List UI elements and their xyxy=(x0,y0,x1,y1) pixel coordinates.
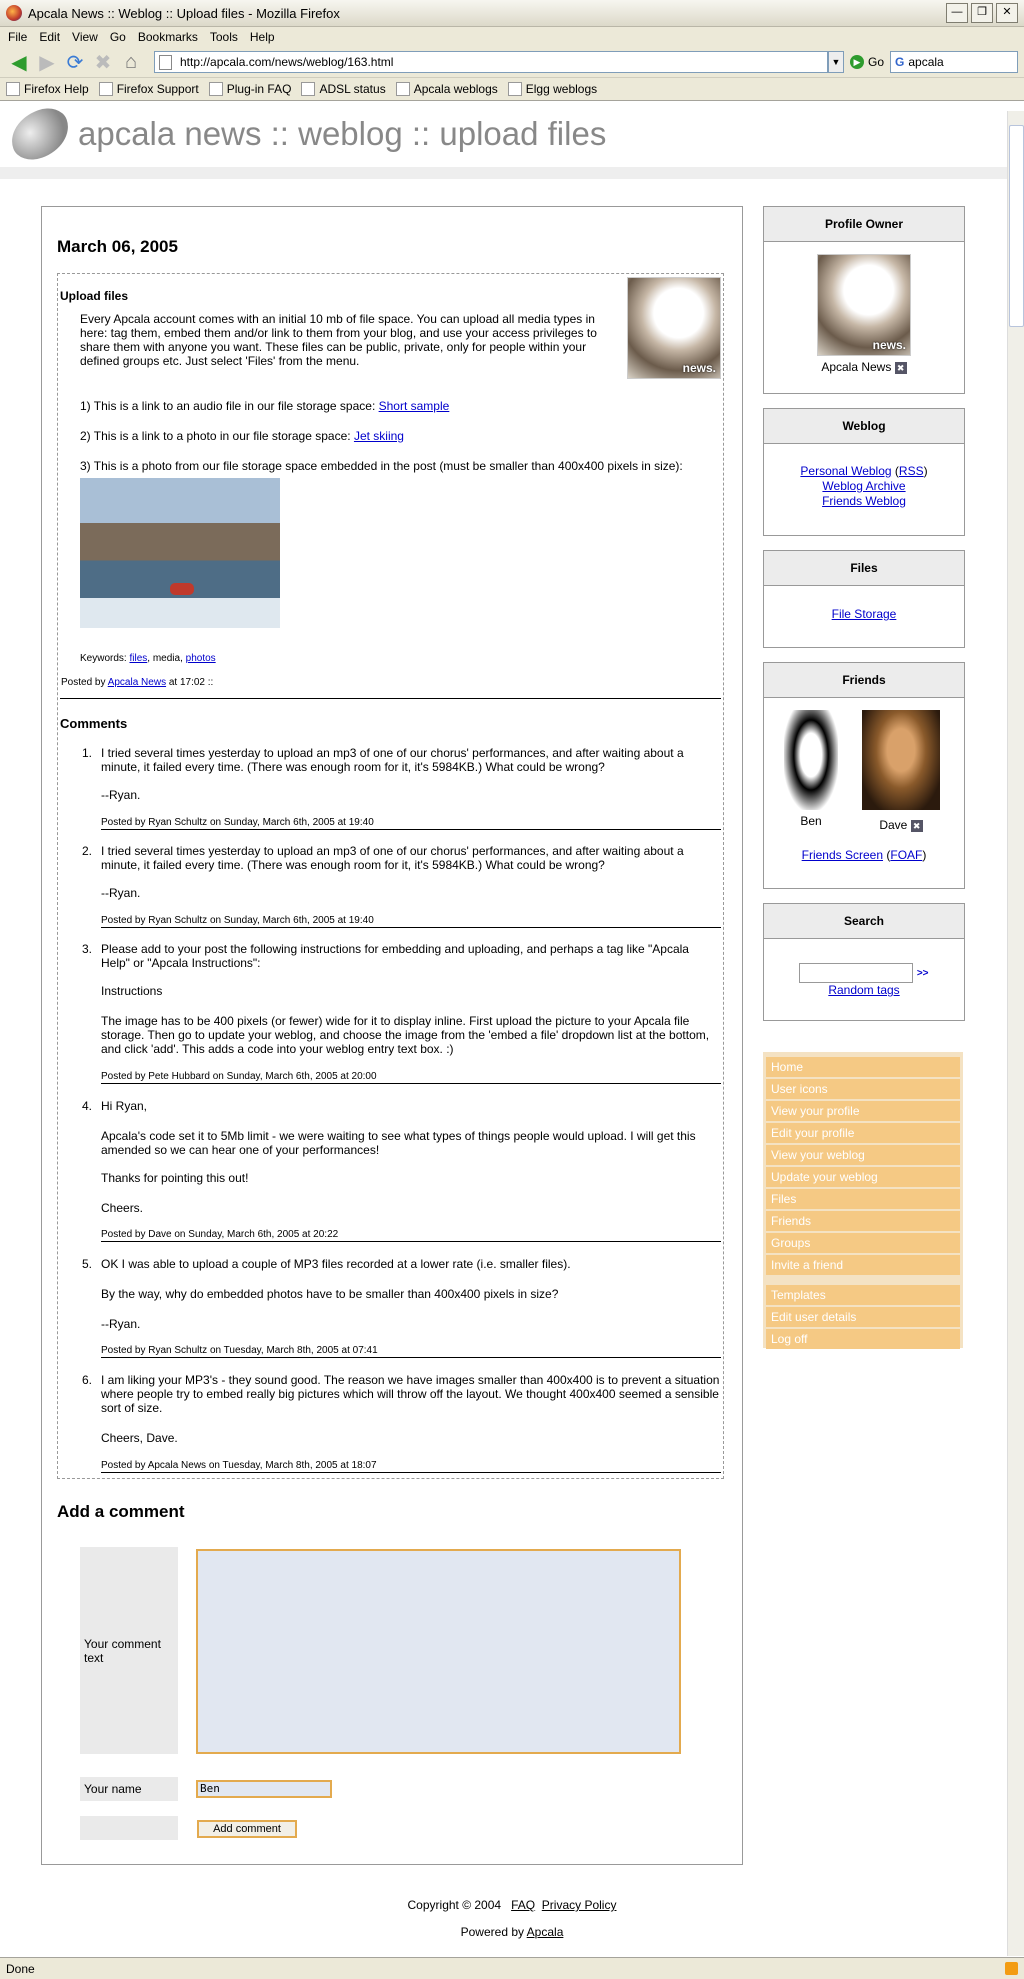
search-box[interactable] xyxy=(890,51,1018,73)
jet-skiing-photo xyxy=(80,478,280,628)
friend-name-ben: Ben xyxy=(800,814,822,828)
friends-links: Friends Screen (FOAF) xyxy=(801,848,927,862)
comment-text: Hi Ryan, xyxy=(101,1099,148,1113)
files-heading: Files xyxy=(764,551,964,586)
comment-number: 5. xyxy=(82,1257,93,1271)
weblog-links: Personal Weblog (RSS) Weblog Archive Friends Weblog xyxy=(800,464,928,508)
status-bar xyxy=(0,1957,1024,1979)
rss-link[interactable]: RSS xyxy=(898,464,924,478)
user-menu xyxy=(763,1052,963,1348)
menu-files[interactable]: Files xyxy=(766,1189,960,1209)
comment-byline: Posted by Ryan Schultz on Sunday, March 6th, 2005 at 19:40 xyxy=(101,915,721,928)
files-box xyxy=(763,550,965,648)
comment-text: Cheers, Dave. xyxy=(101,1431,178,1445)
menu-edit-user-details[interactable]: Edit user details xyxy=(766,1307,960,1327)
weblog-archive-link[interactable]: Weblog Archive xyxy=(822,479,906,493)
post-line-1 xyxy=(80,399,449,413)
bookmark-icon xyxy=(301,82,315,96)
bookmark-plugin-faq[interactable] xyxy=(209,82,292,96)
search-go-link[interactable]: >> xyxy=(916,968,929,980)
menu-invite-friend[interactable]: Invite a friend xyxy=(766,1255,960,1275)
add-comment-heading: Add a comment xyxy=(57,1502,185,1521)
post-keywords: Keywords: files, media, photos xyxy=(80,653,216,664)
profile-owner-name: Apcala News xyxy=(821,360,892,374)
menu-friends[interactable]: Friends xyxy=(766,1211,960,1231)
forward-arrow-icon[interactable]: ▶ xyxy=(39,51,55,74)
site-title: apcala news :: weblog :: upload files xyxy=(78,115,607,152)
bookmark-firefox-support[interactable] xyxy=(99,82,199,96)
keywords-label: Keywords: xyxy=(80,653,130,664)
friend-avatar-ben[interactable] xyxy=(784,710,838,810)
name-label-text: Your name xyxy=(84,1782,142,1796)
bookmark-label: Apcala weblogs xyxy=(413,82,498,96)
maximize-button[interactable]: ❐ xyxy=(971,3,993,23)
copyright-text: Copyright © 2004 xyxy=(407,1898,502,1912)
stop-icon[interactable]: ✖ xyxy=(94,51,112,74)
comment-text: Thanks for pointing this out! xyxy=(101,1171,249,1185)
friends-heading: Friends xyxy=(764,663,964,698)
bookmark-label: Firefox Help xyxy=(24,82,89,96)
jet-ski-shape xyxy=(170,583,194,595)
files-links xyxy=(764,586,964,621)
profile-avatar-caption: news. xyxy=(872,338,906,352)
bookmark-icon xyxy=(6,82,20,96)
apcala-link[interactable]: Apcala xyxy=(526,1925,564,1939)
comment-text: --Ryan. xyxy=(101,886,141,900)
bookmark-firefox-help[interactable] xyxy=(6,82,89,96)
author-photo xyxy=(627,277,721,379)
menu-log-off[interactable]: Log off xyxy=(766,1329,960,1349)
bookmark-elgg-weblogs[interactable] xyxy=(508,82,597,96)
friends-box xyxy=(763,662,965,889)
privacy-policy-link[interactable]: Privacy Policy xyxy=(541,1898,617,1912)
comment-text: Instructions xyxy=(101,984,163,998)
random-tags-link[interactable]: Random tags xyxy=(828,983,900,997)
friend-avatar-dave[interactable] xyxy=(862,710,940,810)
search-heading: Search xyxy=(764,904,964,939)
site-header xyxy=(0,101,1024,167)
comment-text: I tried several times yesterday to upload an mp3 of one of our chorus' performances, and after waiting about a minute, it failed every time. (There was enough room for it, it's 5984KB.) What could be wrong? xyxy=(101,746,684,774)
scrollbar-thumb[interactable] xyxy=(1009,125,1024,327)
comment-text: Cheers. xyxy=(101,1201,144,1215)
go-button[interactable] xyxy=(850,55,884,69)
comment-number: 6. xyxy=(82,1373,93,1387)
comment-byline: Posted by Ryan Schultz on Sunday, March 6th, 2005 at 19:40 xyxy=(101,817,721,830)
comment-text: I am liking your MP3's - they sound good. The reason we have images smaller than 400x400 is to prevent a situation where people try to embed really big pictures which will throw off the layout. We thought 400x400 seemed a sensible sort of size. xyxy=(101,1373,720,1415)
friends-body xyxy=(764,698,964,887)
name-input[interactable]: Ben xyxy=(196,1780,332,1798)
browser-chrome xyxy=(0,0,1024,101)
comment-byline: Posted by Dave on Sunday, March 6th, 2005 at 20:22 xyxy=(101,1229,721,1242)
comment-number: 2. xyxy=(82,844,93,858)
firefox-logo-icon xyxy=(6,5,22,21)
home-icon[interactable]: ⌂ xyxy=(124,50,138,73)
post-author-link[interactable]: Apcala News xyxy=(107,677,167,688)
bookmark-icon xyxy=(508,82,522,96)
comment-byline: Posted by Ryan Schultz on Tuesday, March 8th, 2005 at 07:41 xyxy=(101,1345,721,1358)
friends-weblog-link[interactable]: Friends Weblog xyxy=(822,494,906,508)
profile-avatar[interactable] xyxy=(817,254,911,356)
navigation-toolbar xyxy=(0,47,1024,77)
file-storage-link[interactable]: File Storage xyxy=(831,607,897,621)
menu-bar xyxy=(0,27,1024,47)
post-line-3: 3) This is a photo from our file storage space embedded in the post (must be smaller than 400x400 pixels in size): xyxy=(80,459,683,473)
google-icon: G xyxy=(895,55,905,69)
bookmark-icon xyxy=(209,82,223,96)
close-button[interactable]: ✕ xyxy=(996,3,1018,23)
bookmark-label: ADSL status xyxy=(319,82,386,96)
window-title: Apcala News :: Weblog :: Upload files - Mozilla Firefox xyxy=(28,5,340,21)
comment-text-label xyxy=(80,1547,178,1754)
menu-user-icons[interactable]: User icons xyxy=(766,1079,960,1099)
comment-text: --Ryan. xyxy=(101,1317,141,1331)
keyword-photos-link[interactable]: photos xyxy=(185,653,216,664)
status-text: Done xyxy=(6,1961,35,1976)
header-divider xyxy=(0,167,1024,179)
friend-dave-row xyxy=(862,818,940,832)
faq-link[interactable]: FAQ xyxy=(511,1898,536,1912)
post-date: March 06, 2005 xyxy=(57,237,178,256)
name-label xyxy=(80,1777,178,1801)
vertical-scrollbar[interactable] xyxy=(1007,111,1024,1956)
profile-owner-box xyxy=(763,206,965,394)
bookmark-apcala-weblogs[interactable] xyxy=(396,82,498,96)
post-title: Upload files xyxy=(60,289,129,303)
menu-groups[interactable]: Groups xyxy=(766,1233,960,1253)
comment-text: Apcala's code set it to 5Mb limit - we were waiting to see what types of things people would upload. I will get this amended so we can hear one of your performances! xyxy=(101,1129,696,1157)
menu-templates[interactable]: Templates xyxy=(766,1285,960,1305)
profile-owner-heading: Profile Owner xyxy=(764,207,964,242)
bookmark-icon xyxy=(396,82,410,96)
menu-view-profile[interactable]: View your profile xyxy=(766,1101,960,1121)
back-arrow-icon[interactable]: ◀ xyxy=(11,51,27,74)
url-bar[interactable] xyxy=(154,51,828,73)
post-line-2 xyxy=(80,429,404,443)
remove-friend-icon[interactable]: ✖ xyxy=(911,820,923,832)
reload-icon[interactable]: ⟳ xyxy=(66,51,84,74)
comment-number: 3. xyxy=(82,942,93,956)
weblog-box xyxy=(763,408,965,536)
post-intro: Every Apcala account comes with an initial 10 mb of file space. You can upload all media types in here: tag them, embed them and/or link to them from your blog, and use your access privileges to share them with anyone you want. These files can be public, private, only for people within your defined groups etc. Just select 'Files' from the menu. xyxy=(80,312,597,368)
search-text[interactable]: apcala xyxy=(908,55,944,69)
footer-links xyxy=(0,1898,1024,1912)
menu-go[interactable]: Go xyxy=(109,30,126,44)
rss-feed-icon[interactable] xyxy=(1005,1962,1018,1975)
menu-help[interactable]: Help xyxy=(249,30,275,44)
friend-name-dave: Dave xyxy=(879,818,908,832)
post-byline xyxy=(61,676,213,690)
menu-spacer xyxy=(766,1277,960,1283)
menu-tools[interactable]: Tools xyxy=(209,30,238,44)
search-body xyxy=(764,939,964,997)
submit-row-spacer xyxy=(80,1816,178,1840)
menu-edit[interactable]: Edit xyxy=(39,30,61,44)
menu-view-weblog[interactable]: View your weblog xyxy=(766,1145,960,1165)
comment-number: 1. xyxy=(82,746,93,760)
footer-powered xyxy=(0,1925,1024,1939)
comment-byline: Posted by Apcala News on Tuesday, March 8th, 2005 at 18:07 xyxy=(101,1460,721,1473)
comment-textarea[interactable] xyxy=(196,1549,681,1754)
go-label: Go xyxy=(867,55,884,69)
menu-home[interactable]: Home xyxy=(766,1057,960,1077)
comment-byline: Posted by Pete Hubbard on Sunday, March 6th, 2005 at 20:00 xyxy=(101,1071,721,1084)
comment-text: By the way, why do embedded photos have to be smaller than 400x400 pixels in size? xyxy=(101,1287,559,1301)
comments-divider xyxy=(60,698,721,699)
go-arrow-icon: ▶ xyxy=(850,55,864,69)
menu-update-weblog[interactable]: Update your weblog xyxy=(766,1167,960,1187)
remove-friend-icon[interactable]: ✖ xyxy=(895,362,907,374)
add-comment-button[interactable]: Add comment xyxy=(197,1820,297,1838)
keyword-files-link[interactable]: files xyxy=(129,653,148,664)
page-icon xyxy=(159,55,172,70)
comment-text: The image has to be 400 pixels (or fewer) wide for it to display inline. First upload the picture to your Apcala file storage. Then go to update your weblog, and choose the image from the 'embed a file' dropdown list at the bottom, and click 'add'. This adds a code into your weblog entry text box. :) xyxy=(101,1014,710,1056)
foaf-link[interactable]: FOAF xyxy=(890,848,923,862)
title-bar xyxy=(0,0,1024,27)
audio-link[interactable]: Short sample xyxy=(378,399,450,413)
author-photo-caption: news. xyxy=(682,361,716,375)
byline-suffix: at 17:02 :: xyxy=(166,677,214,688)
friends-screen-link[interactable]: Friends Screen xyxy=(801,848,884,862)
powered-by-text: Powered by xyxy=(460,1925,527,1939)
leaf-logo-icon xyxy=(4,102,76,166)
menu-file[interactable]: File xyxy=(8,30,28,44)
menu-edit-profile[interactable]: Edit your profile xyxy=(766,1123,960,1143)
weblog-heading: Weblog xyxy=(764,409,964,444)
profile-owner-body xyxy=(764,254,964,374)
comment-text: --Ryan. xyxy=(101,788,141,802)
bookmark-adsl-status[interactable] xyxy=(301,82,385,96)
bookmarks-toolbar xyxy=(0,77,1024,100)
bookmark-label: Plug-in FAQ xyxy=(226,82,292,96)
comment-text: I tried several times yesterday to upload an mp3 of one of our chorus' performances, and after waiting about a minute, it failed every time. (There was enough room for it, it's 5984KB.) What could be wrong? xyxy=(101,844,684,872)
bookmark-icon xyxy=(99,82,113,96)
byline-prefix: Posted by xyxy=(61,677,108,688)
personal-weblog-link[interactable]: Personal Weblog xyxy=(800,464,892,478)
menu-bookmarks[interactable]: Bookmarks xyxy=(137,30,198,44)
tag-search-input[interactable] xyxy=(799,963,913,983)
comment-text: OK I was able to upload a couple of MP3 files recorded at a lower rate (i.e. smaller files). xyxy=(101,1257,571,1271)
comment-text-label-text: Your comment text xyxy=(84,1636,161,1665)
main-content xyxy=(41,206,743,1865)
comment-number: 4. xyxy=(82,1099,93,1113)
search-box-panel xyxy=(763,903,965,1021)
minimize-button[interactable]: — xyxy=(946,3,968,23)
menu-view[interactable]: View xyxy=(72,30,98,44)
photo-link[interactable]: Jet skiing xyxy=(353,429,404,443)
comments-heading: Comments xyxy=(60,716,128,731)
comment-text: Please add to your post the following instructions for embedding and uploading, and perhaps a tag like "Apcala Help" or "Apcala Instructions": xyxy=(101,942,689,970)
bookmark-label: Firefox Support xyxy=(116,82,199,96)
keyword-media: media xyxy=(152,653,181,664)
bookmark-label: Elgg weblogs xyxy=(525,82,598,96)
post-line-2-text: 2) This is a link to a photo in our file storage space: xyxy=(80,429,354,443)
url-dropdown-button[interactable]: ▼ xyxy=(828,51,844,73)
url-text[interactable]: http://apcala.com/news/weblog/163.html xyxy=(180,55,394,69)
post-line-1-text: 1) This is a link to an audio file in our file storage space: xyxy=(80,399,379,413)
weblog-post xyxy=(57,273,724,1479)
